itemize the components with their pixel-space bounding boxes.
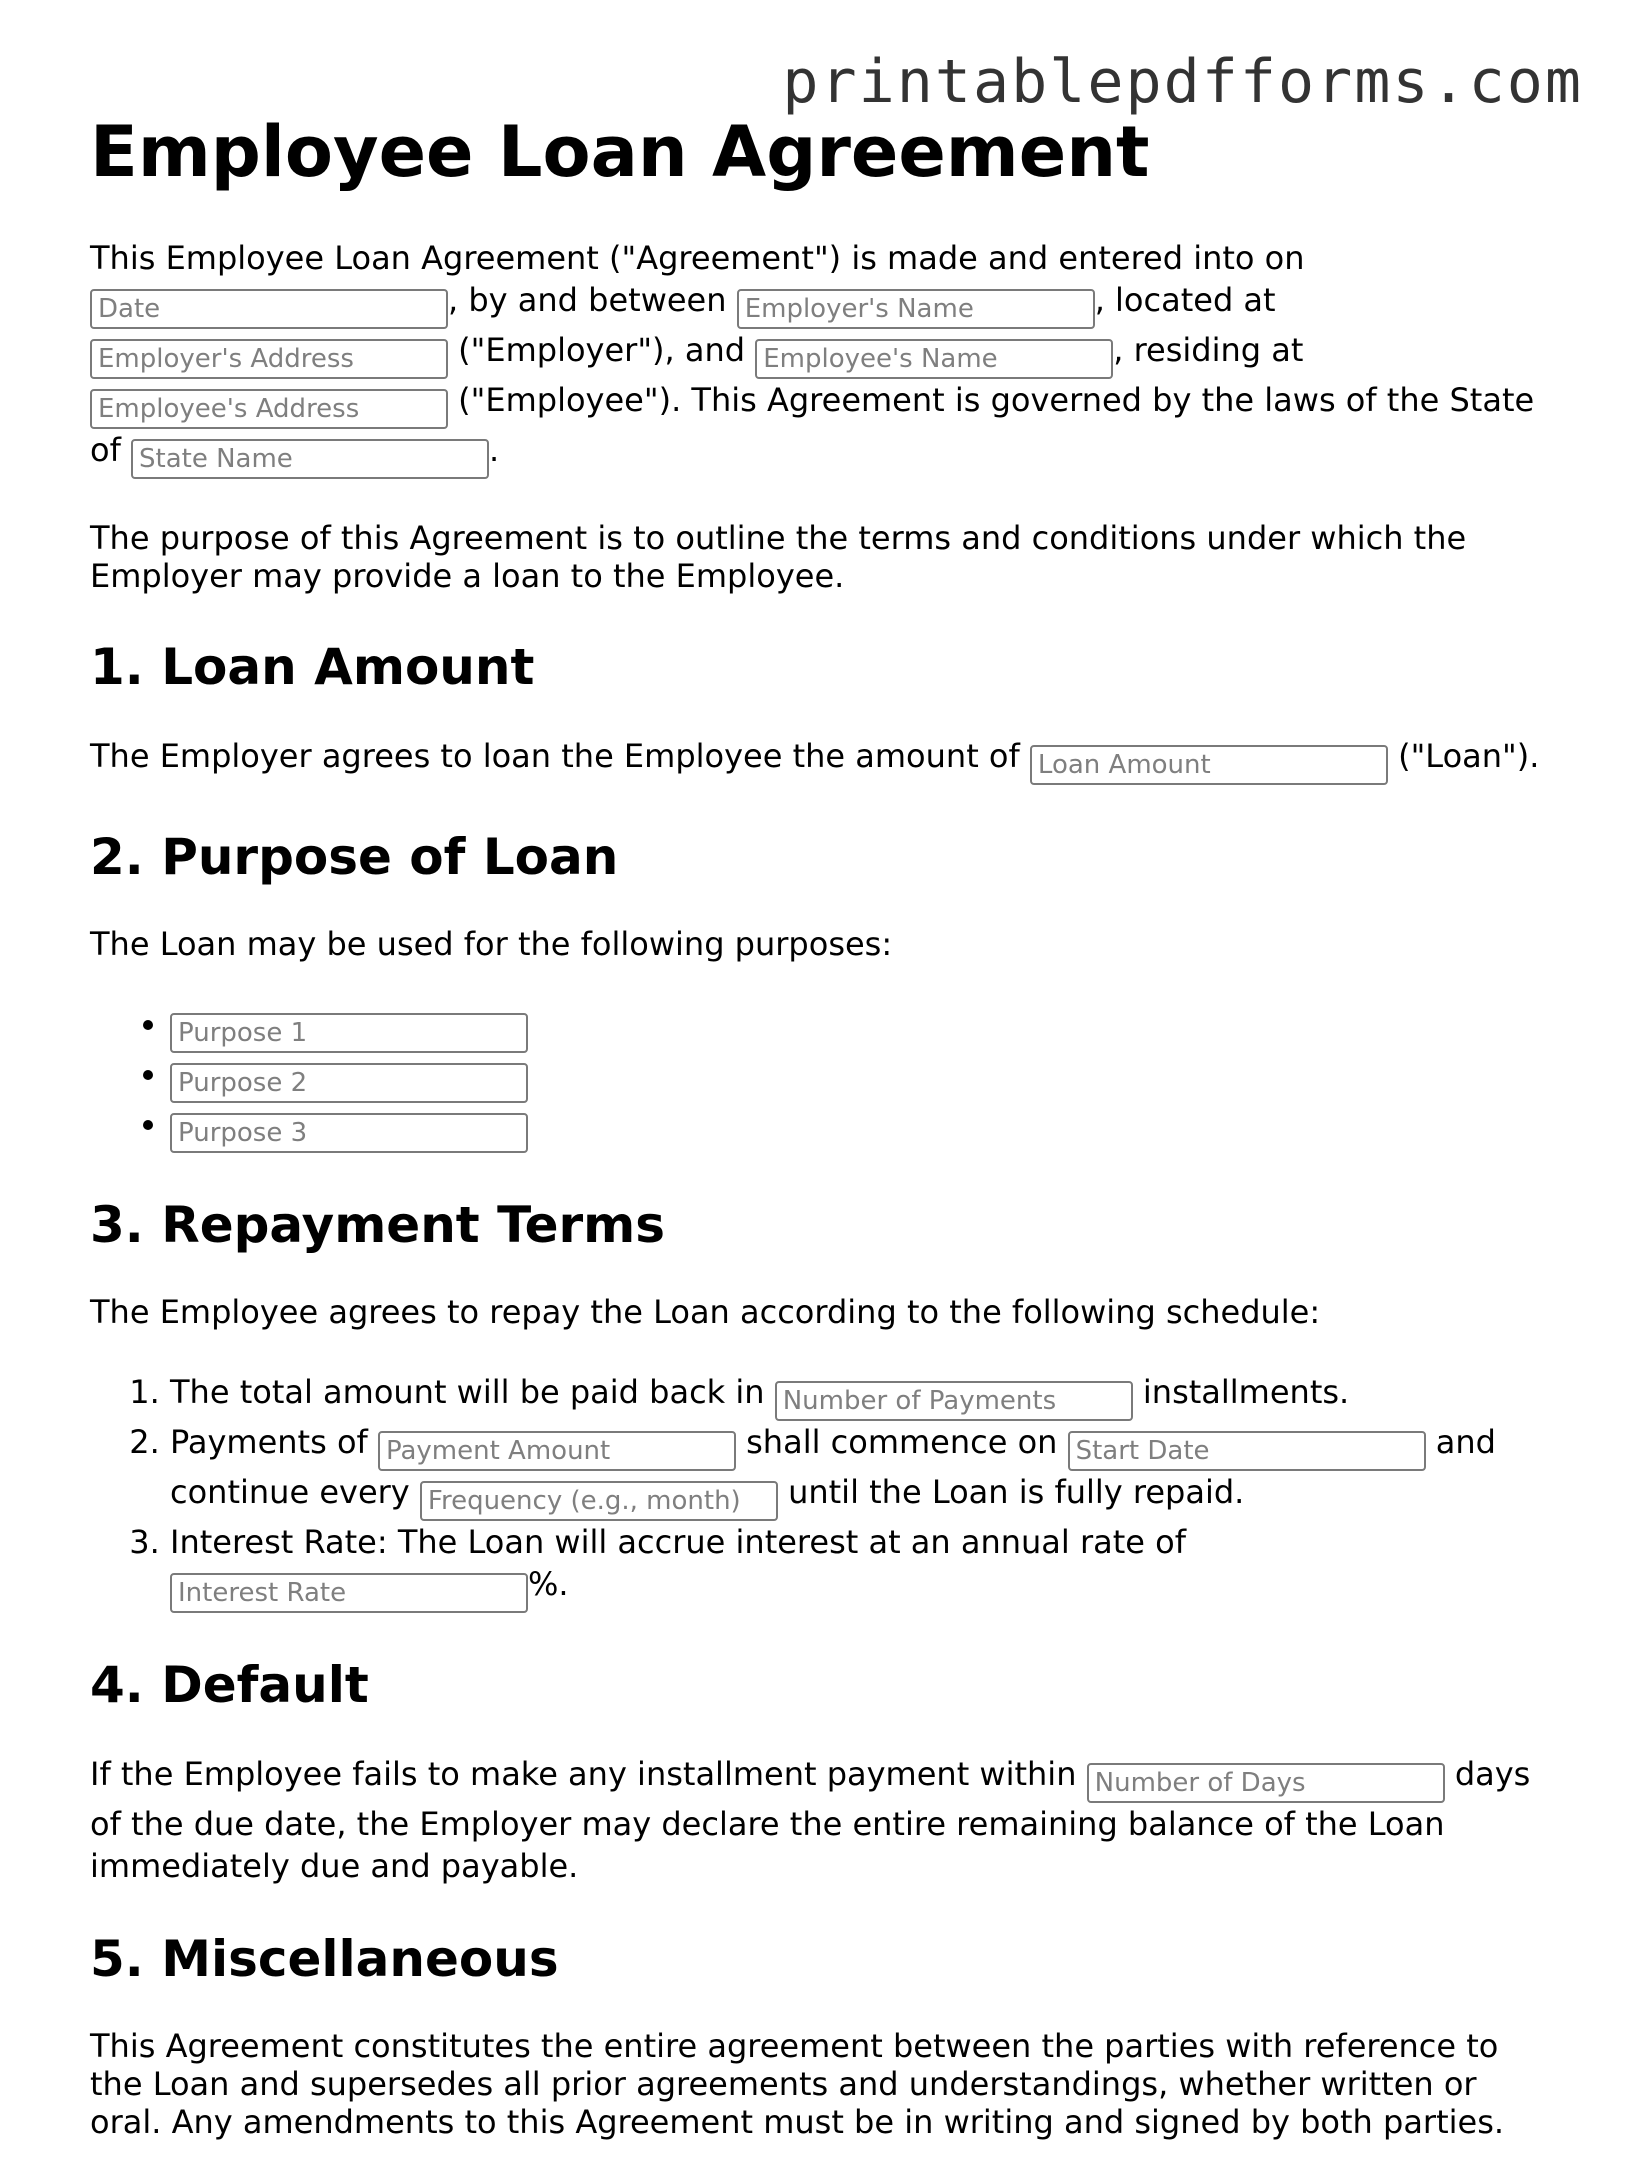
repayment-3-text-2: %. — [528, 1564, 569, 1603]
page-title: Employee Loan Agreement — [90, 111, 1150, 193]
loan-amount-text-1: The Employer agrees to loan the Employee the amount of — [90, 736, 1020, 775]
employee-address-field[interactable] — [90, 389, 448, 429]
purpose-3-field[interactable] — [170, 1113, 528, 1153]
watermark: printablepdfforms.com — [782, 47, 1583, 117]
list-item — [170, 1103, 1550, 1153]
repayment-2-text-2: shall commence on — [746, 1422, 1058, 1461]
intro-text-1: This Employee Loan Agreement ("Agreement") is made and entered into on — [90, 238, 1305, 277]
list-item — [170, 1003, 1550, 1053]
repayment-1-text-2: installments. — [1142, 1372, 1350, 1411]
purpose-1-field[interactable] — [170, 1013, 528, 1053]
loan-amount-field[interactable] — [1030, 745, 1388, 785]
number-of-payments-field[interactable] — [775, 1381, 1133, 1421]
intro-text-7: . — [489, 430, 500, 469]
employer-name-field[interactable] — [737, 289, 1095, 329]
default-text-1: If the Employee fails to make any installment payment within — [90, 1754, 1077, 1793]
intro-text-3: , located at — [1094, 280, 1276, 319]
section-heading-miscellaneous: 5. Miscellaneous — [90, 1929, 559, 1988]
list-item — [170, 1053, 1550, 1103]
section-heading-loan-amount: 1. Loan Amount — [90, 637, 535, 696]
list-item — [170, 1421, 1550, 1521]
section-heading-repayment: 3. Repayment Terms — [90, 1195, 665, 1254]
intro-text-5: , residing at — [1113, 330, 1304, 369]
document-page — [90, 112, 1550, 2181]
intro-text-2: , by and between — [448, 280, 727, 319]
start-date-field[interactable] — [1068, 1431, 1426, 1471]
repayment-3-text-1: Interest Rate: The Loan will accrue interest at an annual rate of — [170, 1522, 1186, 1561]
intro-text-4: ("Employer"), and — [458, 330, 746, 369]
section-heading-default: 4. Default — [90, 1655, 369, 1714]
employer-address-field[interactable] — [90, 339, 448, 379]
number-of-days-field[interactable] — [1087, 1763, 1445, 1803]
default-paragraph — [90, 1753, 1550, 1887]
loan-amount-paragraph — [90, 735, 1550, 785]
interest-rate-field[interactable] — [170, 1573, 528, 1613]
payment-amount-field[interactable] — [378, 1431, 736, 1471]
repayment-1-text-1: The total amount will be paid back in — [170, 1372, 765, 1411]
repayment-intro: The Employee agrees to repay the Loan according to the following schedule: — [90, 1292, 1321, 1331]
purpose-paragraph: The purpose of this Agreement is to outline the terms and conditions under which the Employer may provide a loan to the Employee. — [90, 518, 1467, 595]
intro-text-6: ("Employee"). This Agreement is governed by the laws of the State of — [90, 380, 1535, 469]
miscellaneous-paragraph: This Agreement constitutes the entire agreement between the parties with reference to the Loan and supersedes all prior agreements and understandings, whether written or oral. Any amendments to this Agreement must be in writing and signed by both parties. — [90, 2026, 1505, 2141]
purpose-list — [90, 1003, 1550, 1153]
repayment-list — [90, 1371, 1550, 1613]
repayment-2-text-1: Payments of — [170, 1422, 368, 1461]
list-item — [170, 1371, 1550, 1421]
section-heading-purpose: 2. Purpose of Loan — [90, 827, 619, 886]
frequency-field[interactable] — [420, 1481, 778, 1521]
intro-paragraph — [90, 237, 1550, 479]
employee-name-field[interactable] — [755, 339, 1113, 379]
repayment-2-text-4: until the Loan is fully repaid. — [788, 1472, 1245, 1511]
purpose-2-field[interactable] — [170, 1063, 528, 1103]
date-field[interactable] — [90, 289, 448, 329]
purpose-list-intro: The Loan may be used for the following purposes: — [90, 924, 893, 963]
state-name-field[interactable] — [131, 439, 489, 479]
loan-amount-text-2: ("Loan"). — [1398, 736, 1540, 775]
list-item — [170, 1521, 1550, 1613]
default-text-2: days of the due date, the Employer may declare the entire remaining balance of the Loan immediately due and payable. — [90, 1754, 1531, 1885]
repayment-2-text-3: and continue every — [170, 1422, 1496, 1511]
